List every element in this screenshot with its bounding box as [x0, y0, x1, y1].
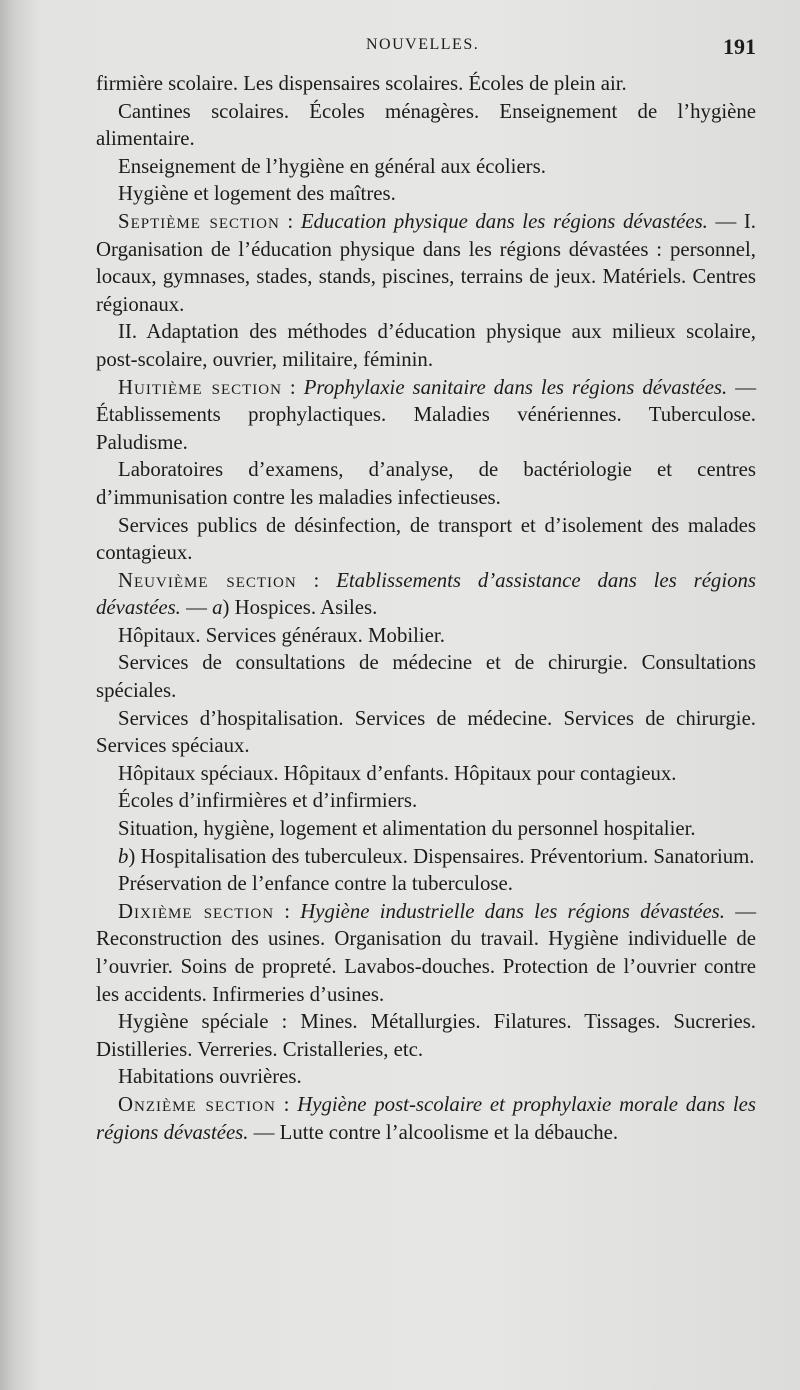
- text-run: :: [274, 899, 301, 923]
- text-run: :: [275, 1092, 298, 1116]
- paragraph: [96, 208, 756, 318]
- text-run: II. Adaptation des méthodes d’éducation physique aux milieux scolaire, post-scolaire, ouvrier, militaire, féminin.: [96, 320, 756, 371]
- italic-text: Hygiène post-scolaire et prophylaxie morale dans les régions dévastées.: [96, 1092, 756, 1144]
- text-run: Cantines scolaires. Écoles ménagères. Enseignement de l’hygiène alimentaire.: [96, 99, 756, 151]
- text-run: Services de consultations de médecine et de chirurgie. Consultations spéciales.: [96, 651, 756, 703]
- text-run: ) Hospices. Asiles.: [222, 596, 378, 620]
- paragraph: [96, 318, 756, 373]
- italic-text: Hygiène industrielle dans les régions dévastées.: [300, 899, 725, 923]
- text-run: — I. Organisation de l’éducation physique dans les régions dévastées : personnel, locaux, gymnases, stades, stands, piscines, terrains de jeux. Matériels. Centres régionaux.: [96, 209, 756, 316]
- text-run: Services d’hospitalisation. Services de médecine. Services de chirurgie. Services spéciaux.: [96, 706, 756, 758]
- italic-text: Prophylaxie sanitaire dans les régions dévastées.: [303, 375, 728, 399]
- text-run: Hôpitaux spéciaux. Hôpitaux d’enfants. Hôpitaux pour contagieux.: [118, 761, 677, 785]
- paragraph: [96, 705, 756, 760]
- paragraph: [96, 1091, 756, 1146]
- text-run: :: [296, 568, 337, 592]
- text-run: Hygiène et logement des maîtres.: [118, 182, 396, 206]
- body-text: [96, 70, 756, 1146]
- section-heading: Huitième section: [118, 375, 282, 399]
- paragraph: [96, 180, 756, 208]
- text-run: Préservation de l’enfance contre la tuberculose.: [118, 872, 513, 896]
- paragraph: [96, 1063, 756, 1091]
- paragraph: [96, 456, 756, 511]
- italic-text: Education physique dans les régions dévastées.: [300, 209, 708, 233]
- text-run: —: [180, 596, 213, 620]
- paragraph: [96, 1008, 756, 1063]
- paragraph: [96, 98, 756, 153]
- text-run: — Lutte contre l’alcoolisme et la débauche.: [248, 1120, 619, 1144]
- paragraph: [96, 815, 756, 843]
- text-run: Enseignement de l’hygiène en général aux écoliers.: [118, 154, 546, 178]
- text-run: Laboratoires d’examens, d’analyse, de bactériologie et centres d’immunisation contre les maladies infectieuses.: [96, 458, 756, 509]
- running-head: NOUVELLES.: [366, 36, 480, 53]
- paragraph: [96, 512, 756, 567]
- paragraph: [96, 649, 756, 704]
- text-run: :: [279, 209, 301, 233]
- page-number: 191: [723, 34, 756, 59]
- italic-text: Etablissements d’assistance dans les régions dévastées.: [96, 568, 756, 620]
- text-run: firmière scolaire. Les dispensaires scolaires. Écoles de plein air.: [96, 72, 627, 95]
- text-run: Écoles d’infirmières et d’infirmiers.: [118, 789, 418, 813]
- paragraph: [96, 898, 756, 1008]
- paragraph: [96, 70, 756, 98]
- text-run: Hygiène spéciale : Mines. Métallurgies. Filatures. Tissages. Sucreries. Distilleries. Verreries. Cristalleries, etc.: [96, 1010, 756, 1061]
- text-run: Situation, hygiène, logement et alimentation du personnel hospitalier.: [118, 817, 696, 841]
- text-run: :: [281, 375, 304, 399]
- section-heading: Onzième section: [118, 1092, 276, 1116]
- text-run: Habitations ouvrières.: [118, 1065, 302, 1089]
- text-run: Hôpitaux. Services généraux. Mobilier.: [118, 623, 445, 647]
- text-run: — Établissements prophylactiques. Maladies vénériennes. Tuberculose. Paludisme.: [96, 375, 756, 454]
- section-heading: Neuvième section: [118, 568, 297, 592]
- paragraph: [96, 760, 756, 788]
- italic-text: b: [118, 844, 129, 868]
- paragraph: [96, 843, 756, 871]
- paragraph: [96, 787, 756, 815]
- paragraph: [96, 870, 756, 898]
- italic-text: a: [212, 596, 223, 620]
- text-run: ) Hospitalisation des tuberculeux. Dispensaires. Préventorium. Sanatorium.: [128, 844, 755, 868]
- text-run: Services publics de désinfection, de transport et d’isolement des malades contagieux.: [96, 513, 756, 565]
- paragraph: [96, 622, 756, 650]
- paragraph: [96, 374, 756, 457]
- paragraph: [96, 153, 756, 181]
- section-heading: Septième section: [118, 209, 280, 233]
- section-heading: Dixième section: [118, 899, 275, 923]
- text-run: — Reconstruction des usines. Organisation du travail. Hygiène individuelle de l’ouvrier. Soins de propreté. Lavabos-douches. Protection de l’ouvrier contre les accidents. Infirmeries d’usines.: [96, 899, 756, 1006]
- paragraph: [96, 567, 756, 622]
